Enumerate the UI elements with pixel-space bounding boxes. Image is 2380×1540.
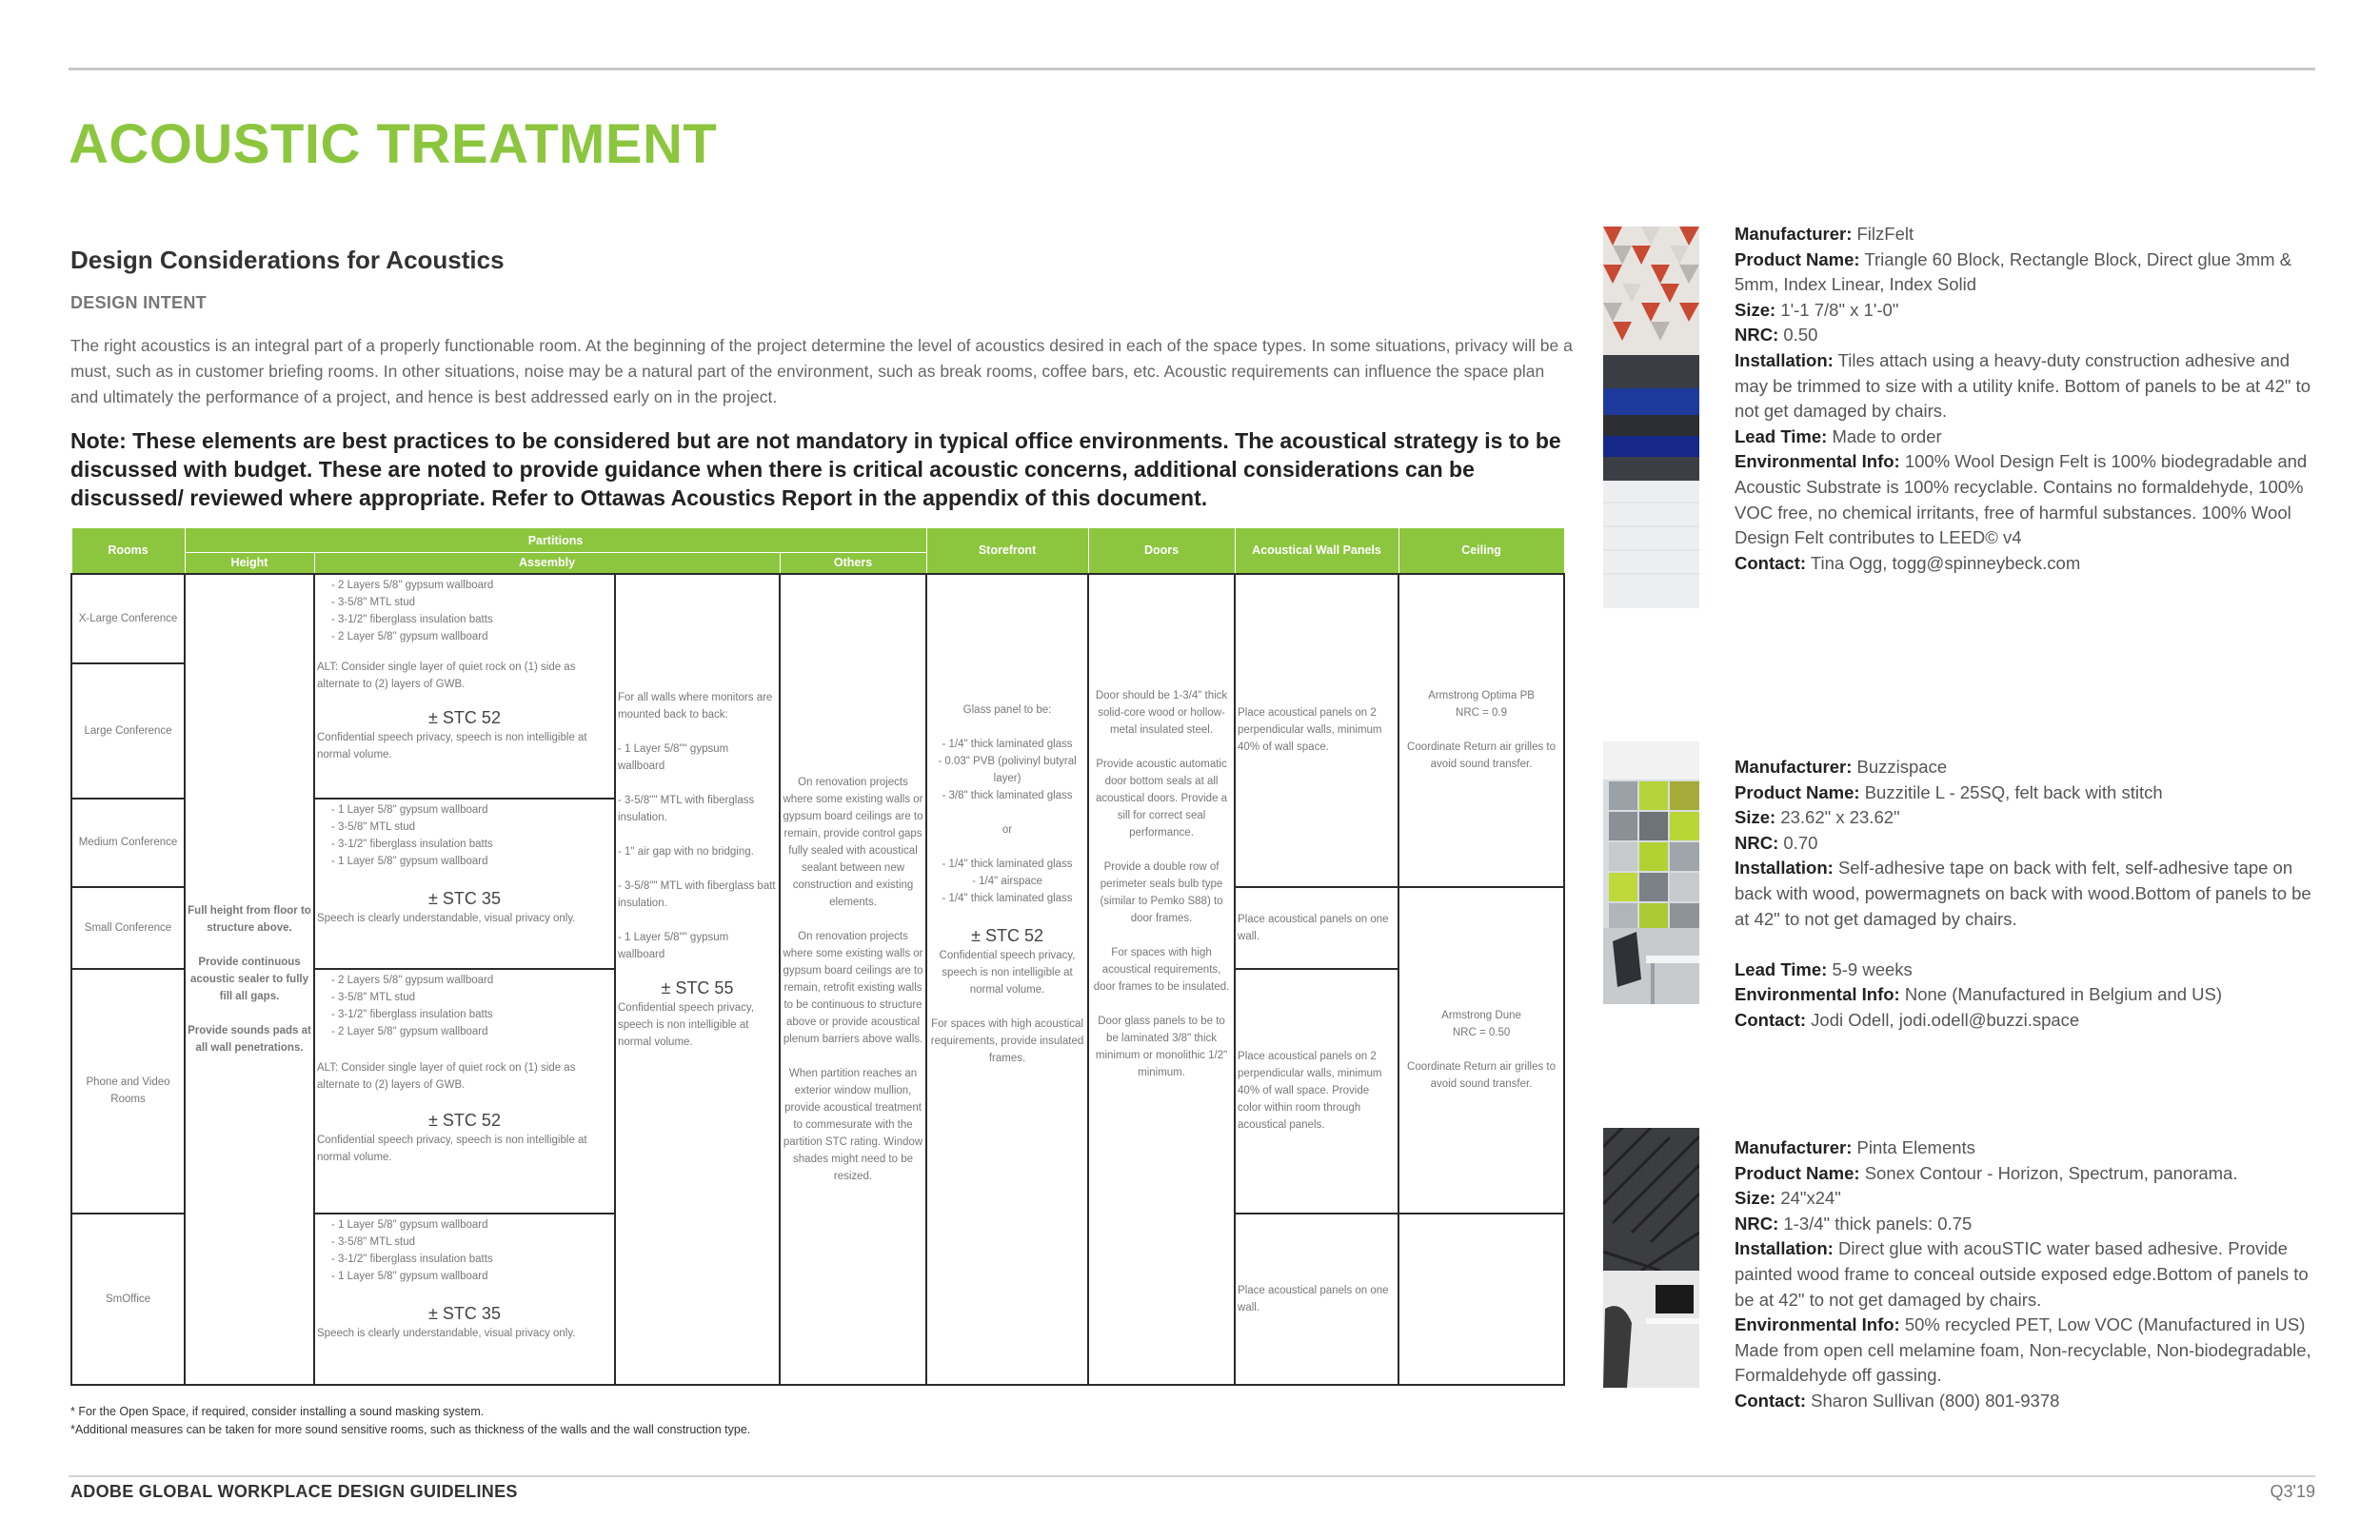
panels-cell-3: Place acoustical panels on 2 perpendicular walls, minimum 40% of wall space. Provide color within room through acoustical panels. [1235, 969, 1398, 1214]
header-storefront: Storefront [926, 528, 1088, 574]
header-others: Others [780, 553, 926, 574]
page-title: ACOUSTIC TREATMENT [69, 113, 718, 175]
product-name-label: Product Name: [1735, 781, 1860, 802]
manufacturer-label: Manufacturer: [1735, 757, 1853, 777]
ceiling-cell-3 [1398, 1214, 1564, 1385]
panels-cell-4: Place acoustical panels on one wall. [1235, 1214, 1398, 1385]
manufacturer-label: Manufacturer: [1735, 224, 1853, 244]
assembly-layers: - 1 Layer 5/8" gypsum wallboard - 3-5/8" MTL stud - 3-1/2" fiberglass insulation batts - 1 Layer 5/8" gypsum wallboard [331, 1218, 493, 1282]
stc-description: Confidential speech privacy, speech is non intelligible at normal volume. [317, 731, 587, 760]
subsection-title: DESIGN INTENT [70, 293, 207, 312]
manufacturer-label: Manufacturer: [1735, 1137, 1853, 1157]
product-filzfelt [1735, 222, 2323, 576]
stc-rating: ± STC 52 [971, 925, 1043, 945]
bottom-rule [69, 1475, 2315, 1477]
product-name-label: Product Name: [1735, 1162, 1860, 1183]
room-phone-video: Phone and Video Rooms [71, 969, 185, 1214]
assembly-stc52-cell-2 [314, 969, 615, 1214]
room-smoffice: SmOffice [71, 1214, 185, 1385]
nrc-value: 0.50 [1783, 325, 1818, 346]
nrc-label: NRC: [1735, 325, 1779, 346]
buzzispace-product-photo [1603, 741, 1699, 1004]
room-small-conference: Small Conference [71, 887, 185, 969]
environmental-value: 100% Wool Design Felt is 100% biodegradable and Acoustic Substrate is 100% recyclable. Contains no formaldehyde, 100% VOC free, no chemical irritants, free of harmful substances. 100% Wool Design Felt contributes to LEED© v4 [1735, 451, 2308, 548]
header-partitions: Partitions [185, 528, 926, 553]
contact-label: Contact: [1735, 1009, 1807, 1030]
installation-value: Tiles attach using a heavy-duty construction adhesive and may be trimmed to size with a utility knife. Bottom of panels to be at 42" to not get damaged by chairs. [1735, 349, 2311, 422]
size-label: Size: [1735, 807, 1776, 828]
header-ceiling: Ceiling [1398, 528, 1564, 574]
storefront-description: Confidential speech privacy, speech is non intelligible at normal volume. For spaces with high acoustical requirements, provide insulated frames. [930, 949, 1084, 1064]
assembly-layers: - 1 Layer 5/8" gypsum wallboard - 3-5/8" MTL stud - 3-1/2" fiberglass insulation batts - 1 Layer 5/8" gypsum wallboard [331, 803, 493, 867]
storefront-cell [926, 574, 1088, 1385]
nrc-label: NRC: [1735, 1213, 1779, 1234]
storefront-text: Glass panel to be: - 1/4" thick laminated glass - 0.03" PVB (polivinyl butyral layer) - 3/8" thick laminated glass or - 1/4" thick laminated glass - 1/4" airspace - 1/4" thick laminated glass [938, 703, 1077, 904]
room-large-conference: Large Conference [71, 663, 185, 799]
contact-label: Contact: [1735, 1390, 1807, 1411]
footer-date: Q3'19 [2270, 1482, 2315, 1501]
assembly-alt: ALT: Consider single layer of quiet rock on (1) side as alternate to (2) layers of GWB. [317, 661, 576, 690]
manufacturer-value: Pinta Elements [1856, 1137, 1975, 1157]
note-paragraph: Note: These elements are best practices to be considered but are not mandatory in typical office environments. The acoustical strategy is to be discussed with budget. These are noted to provide guidance when there is critical acoustic concerns, additional considerations can be discussed/ reviewed where appropriate. Refer to Ottawas Acoustics Report in the appendix of this document. [70, 428, 1561, 510]
ceiling-cell-1: Armstrong Optima PB NRC = 0.9 Coordinate Return air grilles to avoid sound transfer. [1398, 574, 1564, 887]
installation-value: Direct glue with acouSTIC water based adhesive. Provide painted wood frame to conceal outside exposed edge.Bottom of panels to be at 42" to not get damaged by chairs. [1735, 1238, 2309, 1310]
header-rooms: Rooms [71, 528, 185, 574]
size-value: 24"x24" [1780, 1188, 1841, 1209]
panels-cell-1: Place acoustical panels on 2 perpendicular walls, minimum 40% of wall space. [1235, 574, 1398, 887]
footnote-1: * For the Open Space, if required, consider installing a sound masking system. [70, 1405, 485, 1418]
others-monitor-text: For all walls where monitors are mounted back to back: - 1 Layer 5/8"" gypsum wallboard - 3-5/8"" MTL with fiberglass insulation. - 1" air gap with no bridging. - 3-5/8"" MTL with fiberglass batt insulation. - 1 Layer 5/8"" gypsum wallboard [618, 691, 776, 960]
product-name-value: Buzzitile L - 25SQ, felt back with stitch [1864, 781, 2163, 802]
environmental-value: 50% recycled PET, Low VOC (Manufactured in US) Made from open cell melamine foam, Non-recyclable, Non-biodegradable, Formaldehyde off gassing. [1735, 1314, 2311, 1386]
stc-description: Speech is clearly understandable, visual privacy only. [317, 1327, 576, 1339]
others-renovation-cell: On renovation projects where some existing walls or gypsum board ceilings are to remain, provide control gaps fully sealed with acoustical sealant between new construction and existing elements. On renovation projects where some existing walls or gypsum board ceilings are to remain, retrofit existing walls to be continuous to structure above or provide acoustical plenum barriers above walls. When partition reaches an exterior window mullion, provide acoustical treatment to commesurate with the partition STC rating. Window shades might need to be resized. [780, 574, 926, 1385]
product-pinta [1735, 1135, 2323, 1414]
assembly-layers: - 2 Layers 5/8" gypsum wallboard - 3-5/8" MTL stud - 3-1/2" fiberglass insulation batts - 2 Layer 5/8" gypsum wallboard [331, 974, 494, 1037]
header-height: Height [185, 553, 314, 574]
assembly-stc35-cell [314, 799, 615, 969]
assembly-alt: ALT: Consider single layer of quiet rock on (1) side as alternate to (2) layers of GWB. [317, 1061, 576, 1091]
lead-time-label: Lead Time: [1735, 425, 1828, 446]
environmental-value: None (Manufactured in Belgium and US) [1904, 984, 2223, 1005]
nrc-value: 0.70 [1783, 832, 1818, 853]
room-medium-conference: Medium Conference [71, 799, 185, 887]
environmental-label: Environmental Info: [1735, 1314, 1900, 1335]
stc-rating: ± STC 52 [428, 707, 501, 727]
product-name-value: Triangle 60 Block, Rectangle Block, Direct glue 3mm & 5mm, Index Linear, Index Solid [1735, 248, 2292, 295]
installation-label: Installation: [1735, 858, 1834, 879]
product-name-label: Product Name: [1735, 248, 1860, 269]
lead-time-value: 5-9 weeks [1832, 958, 1913, 979]
assembly-stc35-cell-2 [314, 1214, 615, 1385]
nrc-label: NRC: [1735, 832, 1779, 853]
contact-label: Contact: [1735, 552, 1807, 573]
product-name-value: Sonex Contour - Horizon, Spectrum, panorama. [1864, 1162, 2238, 1183]
header-doors: Doors [1088, 528, 1235, 574]
installation-label: Installation: [1735, 1238, 1834, 1259]
environmental-label: Environmental Info: [1735, 984, 1900, 1005]
assembly-layers: - 2 Layers 5/8" gypsum wallboard - 3-5/8" MTL stud - 3-1/2" fiberglass insulation batts - 2 Layer 5/8" gypsum wallboard [331, 579, 494, 642]
product-buzzispace [1735, 755, 2323, 1034]
filzfelt-product-photo [1603, 227, 1699, 608]
stc-description: Speech is clearly understandable, visual privacy only. [317, 912, 576, 924]
size-label: Size: [1735, 1188, 1776, 1209]
size-label: Size: [1735, 299, 1776, 320]
size-value: 1'-1 7/8" x 1'-0" [1780, 299, 1899, 320]
room-x-large-conference: X-Large Conference [71, 574, 185, 663]
stc-rating: ± STC 35 [428, 1303, 501, 1323]
stc-rating: ± STC 52 [428, 1110, 501, 1130]
stc-description: Confidential speech privacy, speech is non intelligible at normal volume. [317, 1134, 587, 1163]
stc-rating: ± STC 35 [428, 888, 501, 908]
lead-time-value: Made to order [1832, 425, 1942, 446]
top-rule [69, 68, 2315, 70]
stc-description: Confidential speech privacy, speech is non intelligible at normal volume. [618, 1001, 754, 1048]
manufacturer-value: Buzzispace [1856, 757, 1948, 777]
acoustics-table [70, 527, 1565, 1386]
contact-value: Tina Ogg, togg@spinneybeck.com [1810, 552, 2081, 573]
size-value: 23.62" x 23.62" [1780, 807, 1900, 828]
pinta-product-photo [1603, 1128, 1699, 1388]
installation-value: Self-adhesive tape on back with felt, self-adhesive tape on back with wood, powermagnets on back with wood.Bottom of panels to be at 42" to not get damaged by chairs. [1735, 858, 2311, 929]
doors-text: Door should be 1-3/4" thick solid-core wood or hollow-metal insulated steel. Provide acoustic automatic door bottom seals at all acoustical doors. Provide a sill for correct seal performance. Provide a double row of perimeter seals bulb type (similar to Pemko S88) to door frames. For spaces with high acoustical requirements, door frames to be insulated. Door glass panels to be to be laminated 3/8" thick minimum or monolithic 1/2" minimum. [1093, 689, 1230, 1078]
section-title: Design Considerations for Acoustics [70, 246, 505, 274]
assembly-stc52-cell [314, 574, 615, 799]
height-cell: Full height from floor to structure above. Provide continuous acoustic sealer to fully fill all gaps. Provide sounds pads at all wall penetrations. [185, 574, 314, 1385]
ceiling-cell-2: Armstrong Dune NRC = 0.50 Coordinate Return air grilles to avoid sound transfer. [1398, 887, 1564, 1214]
header-wall-panels: Acoustical Wall Panels [1235, 528, 1398, 574]
stc-rating: ± STC 55 [661, 977, 734, 997]
environmental-label: Environmental Info: [1735, 451, 1900, 472]
manufacturer-value: FilzFelt [1856, 224, 1914, 244]
panels-cell-2: Place acoustical panels on one wall. [1235, 887, 1398, 969]
others-monitor-cell [615, 574, 780, 1385]
footer-title: ADOBE GLOBAL WORKPLACE DESIGN GUIDELINES [70, 1482, 518, 1501]
installation-label: Installation: [1735, 349, 1834, 370]
lead-time-label: Lead Time: [1735, 958, 1828, 979]
nrc-value: 1-3/4" thick panels: 0.75 [1783, 1213, 1973, 1234]
doors-cell [1088, 574, 1235, 1385]
intro-paragraph: The right acoustics is an integral part of a properly functionable room. At the beginning of the project determine the level of acoustics desired in each of the space types. In some situations, privacy will be a must, such as in customer briefing rooms. In other situations, noise may be a natural part of the environment, such as break rooms, coffee bars, etc. Acoustic requirements can influence the space plan and ultimately the performance of a project, and hence is best addressed early on in the project. [70, 336, 1573, 406]
contact-value: Jodi Odell, jodi.odell@buzzi.space [1811, 1009, 2080, 1030]
header-assembly: Assembly [314, 553, 780, 574]
footnote-2: *Additional measures can be taken for more sound sensitive rooms, such as thickness of the walls and the wall construction type. [70, 1423, 751, 1436]
contact-value: Sharon Sullivan (800) 801-9378 [1811, 1390, 2060, 1411]
